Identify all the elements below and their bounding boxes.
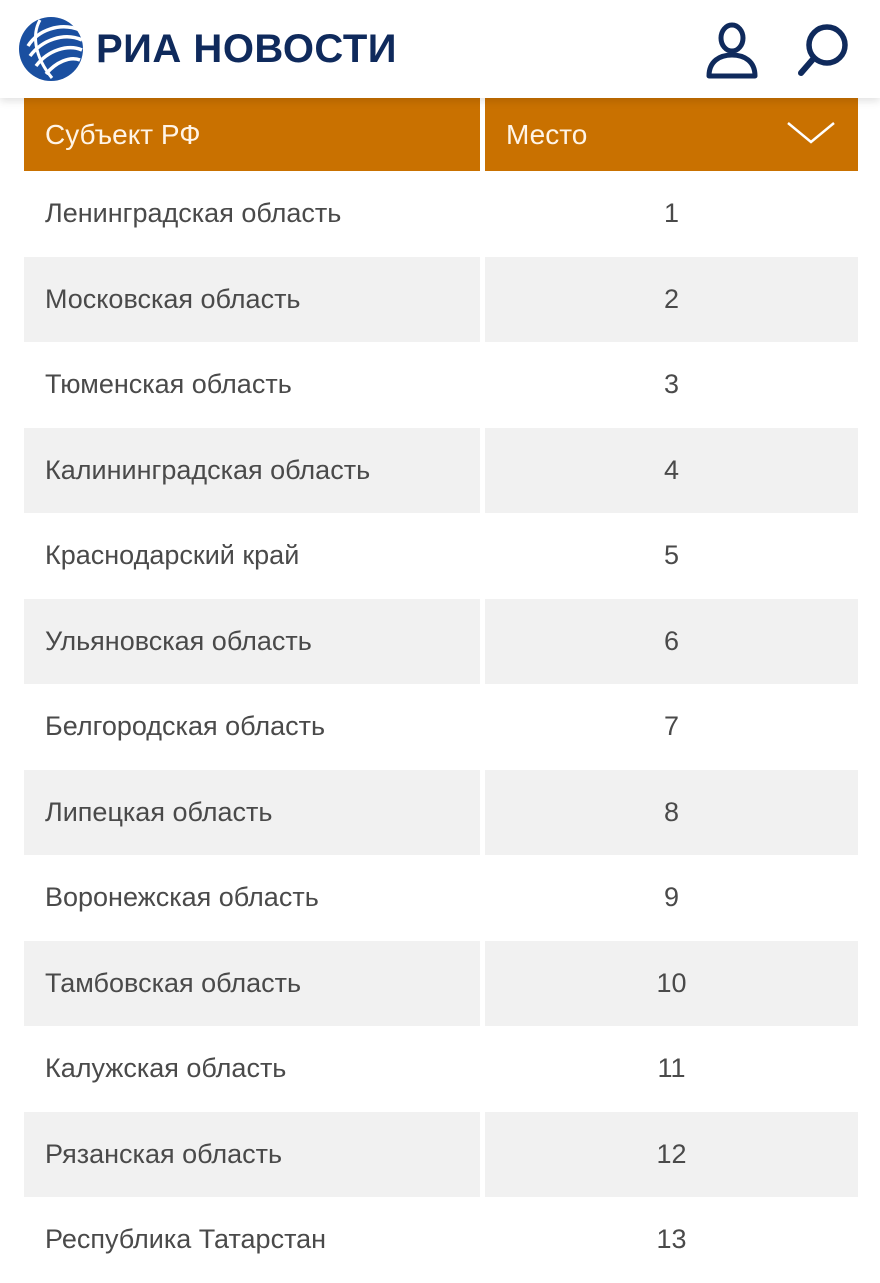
region-cell: Белгородская область	[45, 711, 326, 742]
rank-cell: 8	[485, 770, 858, 856]
rank-cell: 11	[657, 1053, 686, 1084]
region-cell: Тюменская область	[45, 369, 292, 400]
rank-cell: 4	[485, 428, 858, 514]
region-cell: Краснодарский край	[45, 540, 300, 571]
table-row	[24, 171, 858, 257]
rank-cell: 10	[485, 941, 858, 1027]
region-cell: Московская область	[24, 257, 480, 343]
region-cell: Калининградская область	[24, 428, 480, 514]
logo[interactable]	[18, 16, 397, 82]
table-row	[24, 684, 858, 770]
table-row	[24, 428, 858, 514]
region-cell: Липецкая область	[24, 770, 480, 856]
globe-logo-icon	[18, 16, 84, 82]
rank-cell: 12	[485, 1112, 858, 1198]
rank-cell: 1	[663, 198, 680, 229]
region-cell: Ульяновская область	[24, 599, 480, 685]
table-row	[24, 855, 858, 941]
column-header-rank[interactable]	[485, 98, 858, 171]
chevron-down-icon[interactable]	[786, 120, 836, 146]
region-cell: Рязанская область	[24, 1112, 480, 1198]
table-row	[24, 1026, 858, 1112]
region-cell: Ленинградская область	[45, 198, 342, 229]
table-row	[24, 770, 858, 856]
table-row	[24, 257, 858, 343]
table-header	[24, 98, 858, 171]
search-icon	[795, 21, 853, 84]
search-button[interactable]	[792, 20, 856, 84]
regions-table	[24, 98, 858, 1283]
column-header-rank-label: Место	[506, 118, 588, 150]
table-row	[24, 941, 858, 1027]
column-header-region[interactable]: Субъект РФ	[24, 98, 480, 171]
user-icon	[704, 21, 760, 84]
table-row	[24, 513, 858, 599]
region-cell: Республика Татарстан	[45, 1224, 327, 1255]
rank-cell: 5	[663, 540, 680, 571]
rank-cell: 7	[663, 711, 680, 742]
table-row	[24, 599, 858, 685]
region-cell: Тамбовская область	[24, 941, 480, 1027]
user-button[interactable]	[700, 20, 764, 84]
site-header	[0, 0, 880, 98]
rank-cell: 3	[663, 369, 680, 400]
rank-cell: 2	[485, 257, 858, 343]
logo-text: РИА НОВОСТИ	[96, 27, 398, 71]
region-cell: Воронежская область	[45, 882, 319, 913]
table-row	[24, 342, 858, 428]
table-row	[24, 1112, 858, 1198]
table-row	[24, 1197, 858, 1283]
rank-cell: 6	[485, 599, 858, 685]
region-cell: Калужская область	[45, 1053, 287, 1084]
rank-cell: 9	[663, 882, 680, 913]
rank-cell: 13	[656, 1224, 687, 1255]
